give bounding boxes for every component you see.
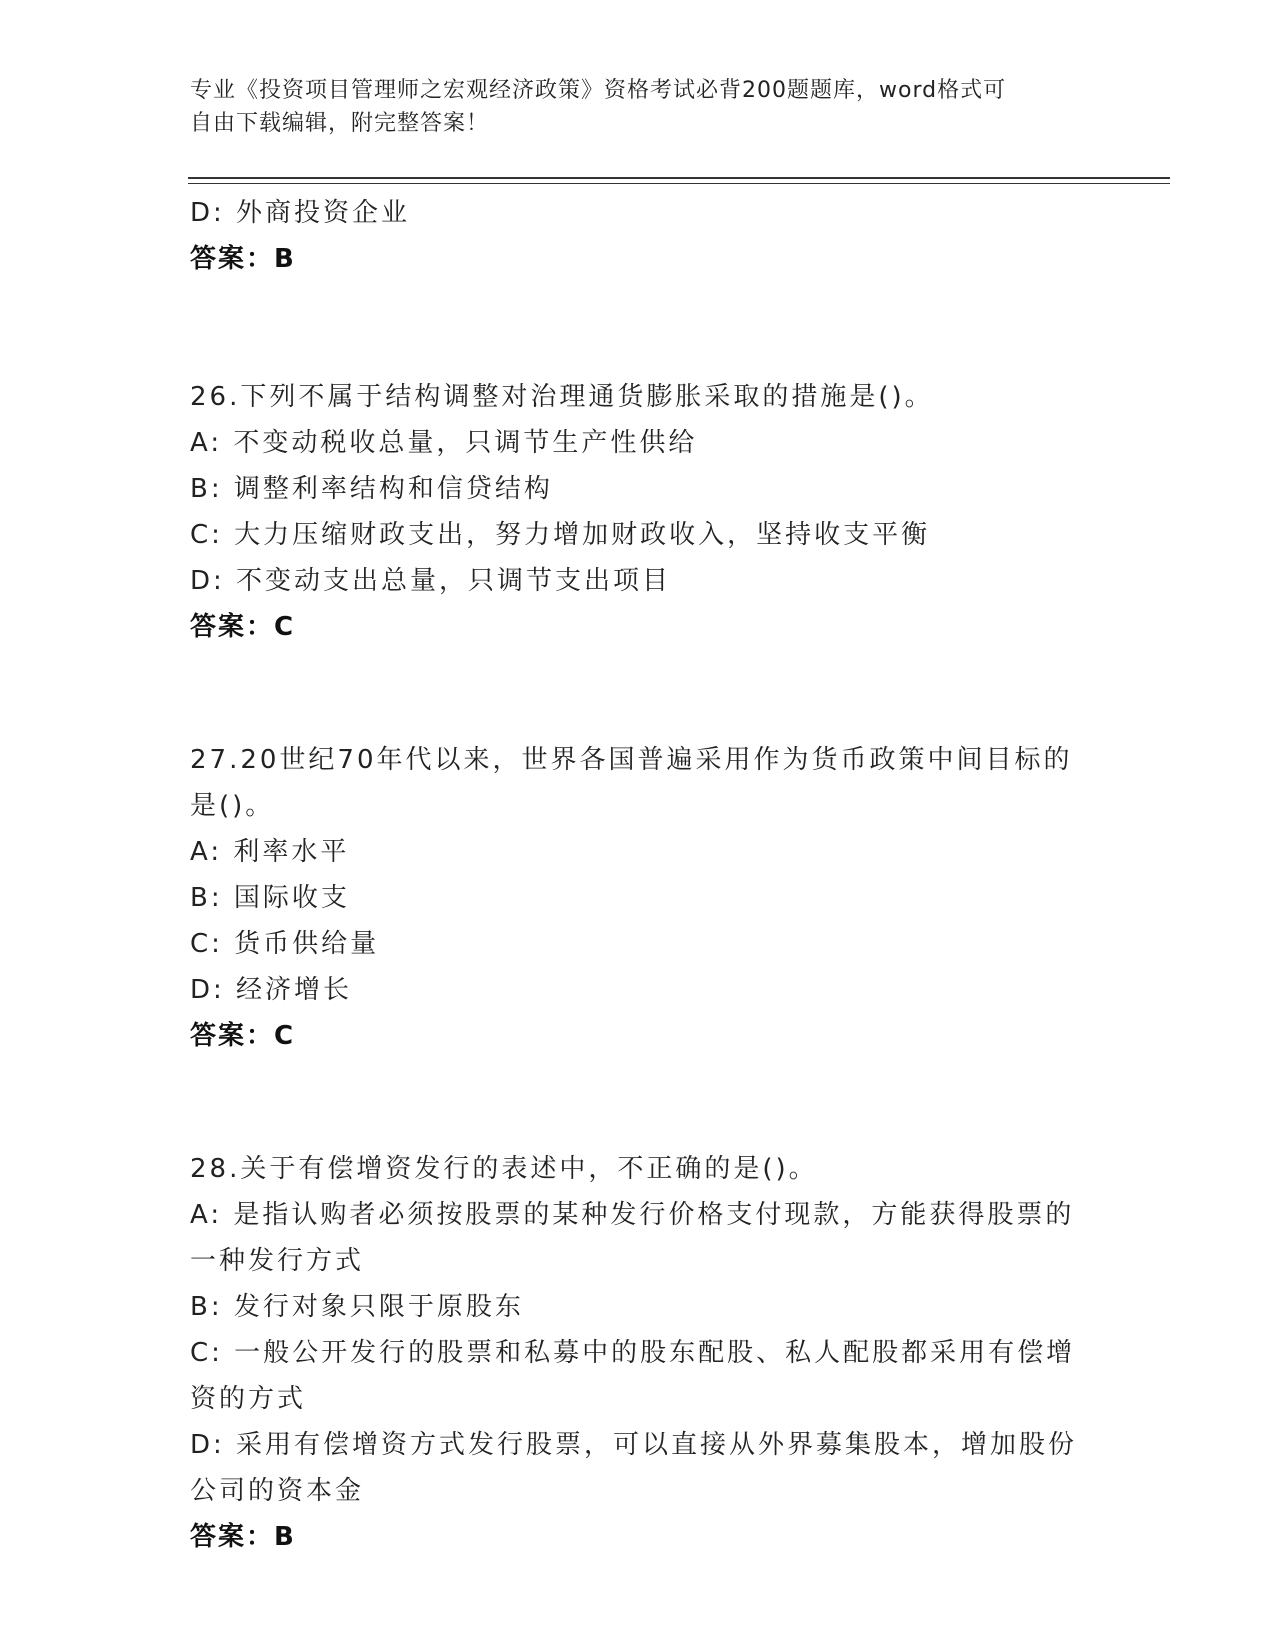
question-block-27 — [190, 737, 1090, 1059]
header-line-2: 自由下载编辑，附完整答案！ — [190, 111, 490, 136]
option-a-cont: 一种发行方式 — [190, 1246, 365, 1276]
option-a: A: 利率水平 — [190, 837, 350, 867]
answer: 答案：B — [190, 1522, 296, 1552]
header-divider-thick — [188, 177, 1170, 179]
question-stem: 28.关于有偿增资发行的表述中，不正确的是()。 — [190, 1154, 818, 1184]
question-block-26 — [190, 374, 1090, 650]
option-c: C: 大力压缩财政支出，努力增加财政收入，坚持收支平衡 — [190, 520, 931, 550]
option-c: C: 一般公开发行的股票和私募中的股东配股、私人配股都采用有偿增 — [190, 1338, 1076, 1368]
q25-answer: 答案：B — [190, 244, 296, 274]
question-stem: 26.下列不属于结构调整对治理通货膨胀采取的措施是()。 — [190, 382, 934, 412]
spacer — [190, 282, 1090, 374]
spacer — [190, 1059, 1090, 1146]
header-line-1: 专业《投资项目管理师之宏观经济政策》资格考试必背200题题库，word格式可 — [190, 78, 1007, 103]
answer: 答案：C — [190, 1021, 296, 1051]
question-block-28 — [190, 1146, 1090, 1560]
question-stem-cont: 是()。 — [190, 791, 275, 821]
option-a: A: 是指认购者必须按股票的某种发行价格支付现款，方能获得股票的 — [190, 1200, 1075, 1230]
option-d: D: 不变动支出总量，只调节支出项目 — [190, 566, 672, 596]
option-b: B: 国际收支 — [190, 883, 350, 913]
option-a: A: 不变动税收总量，只调节生产性供给 — [190, 428, 698, 458]
q25-option-d: D: 外商投资企业 — [190, 198, 411, 228]
option-c: C: 货币供给量 — [190, 929, 380, 959]
option-b: B: 发行对象只限于原股东 — [190, 1292, 524, 1322]
page-header — [190, 74, 1090, 140]
option-d: D: 经济增长 — [190, 975, 353, 1005]
header-divider-thin — [188, 183, 1170, 184]
answer: 答案：C — [190, 612, 296, 642]
option-d-cont: 公司的资本金 — [190, 1476, 365, 1506]
option-d: D: 采用有偿增资方式发行股票，可以直接从外界募集股本，增加股份 — [190, 1430, 1078, 1460]
option-b: B: 调整利率结构和信贷结构 — [190, 474, 553, 504]
option-c-cont: 资的方式 — [190, 1384, 307, 1414]
question-content — [190, 190, 1090, 1560]
spacer — [190, 650, 1090, 737]
question-stem: 27.20世纪70年代以来，世界各国普遍采用作为货币政策中间目标的 — [190, 745, 1073, 775]
